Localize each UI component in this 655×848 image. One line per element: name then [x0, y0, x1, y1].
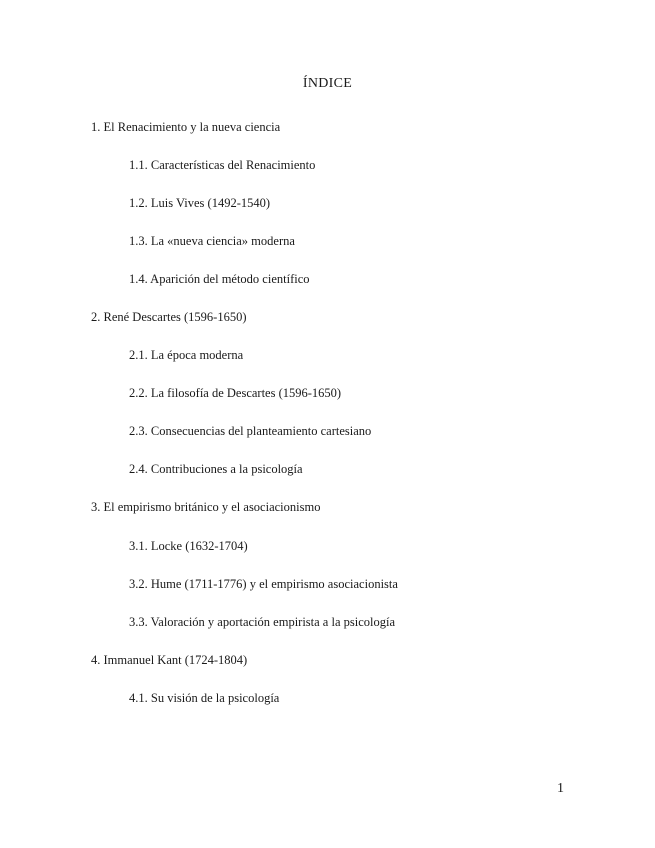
- toc-entry-4-1: 4.1. Su visión de la psicología: [129, 691, 280, 705]
- toc-entry-2-2: 2.2. La filosofía de Descartes (1596-1650): [129, 386, 342, 400]
- toc-entry-4: 4. Immanuel Kant (1724-1804): [91, 653, 248, 667]
- toc-entry-2-3: 2.3. Consecuencias del planteamiento cartesiano: [129, 424, 372, 438]
- toc-entry-2: 2. René Descartes (1596-1650): [91, 310, 247, 324]
- toc-entry-1: 1. El Renacimiento y la nueva ciencia: [91, 120, 281, 134]
- toc-entry-2-1: 2.1. La época moderna: [129, 348, 244, 362]
- toc-entry-3: 3. El empirismo británico y el asociacionismo: [91, 500, 321, 514]
- toc-entry-3-2: 3.2. Hume (1711-1776) y el empirismo asociacionista: [129, 577, 398, 591]
- toc-entry-1-4: 1.4. Aparición del método científico: [129, 272, 310, 286]
- index-title: ÍNDICE: [302, 76, 353, 91]
- toc-entry-1-3: 1.3. La «nueva ciencia» moderna: [129, 234, 295, 248]
- toc-entry-1-2: 1.2. Luis Vives (1492-1540): [129, 196, 271, 210]
- page-number: 1: [557, 781, 564, 796]
- toc-entry-1-1: 1.1. Características del Renacimiento: [129, 158, 316, 172]
- toc-entry-2-4: 2.4. Contribuciones a la psicología: [129, 462, 303, 476]
- toc-entry-3-3: 3.3. Valoración y aportación empirista a la psicología: [129, 615, 396, 629]
- toc-entry-3-1: 3.1. Locke (1632-1704): [129, 539, 248, 553]
